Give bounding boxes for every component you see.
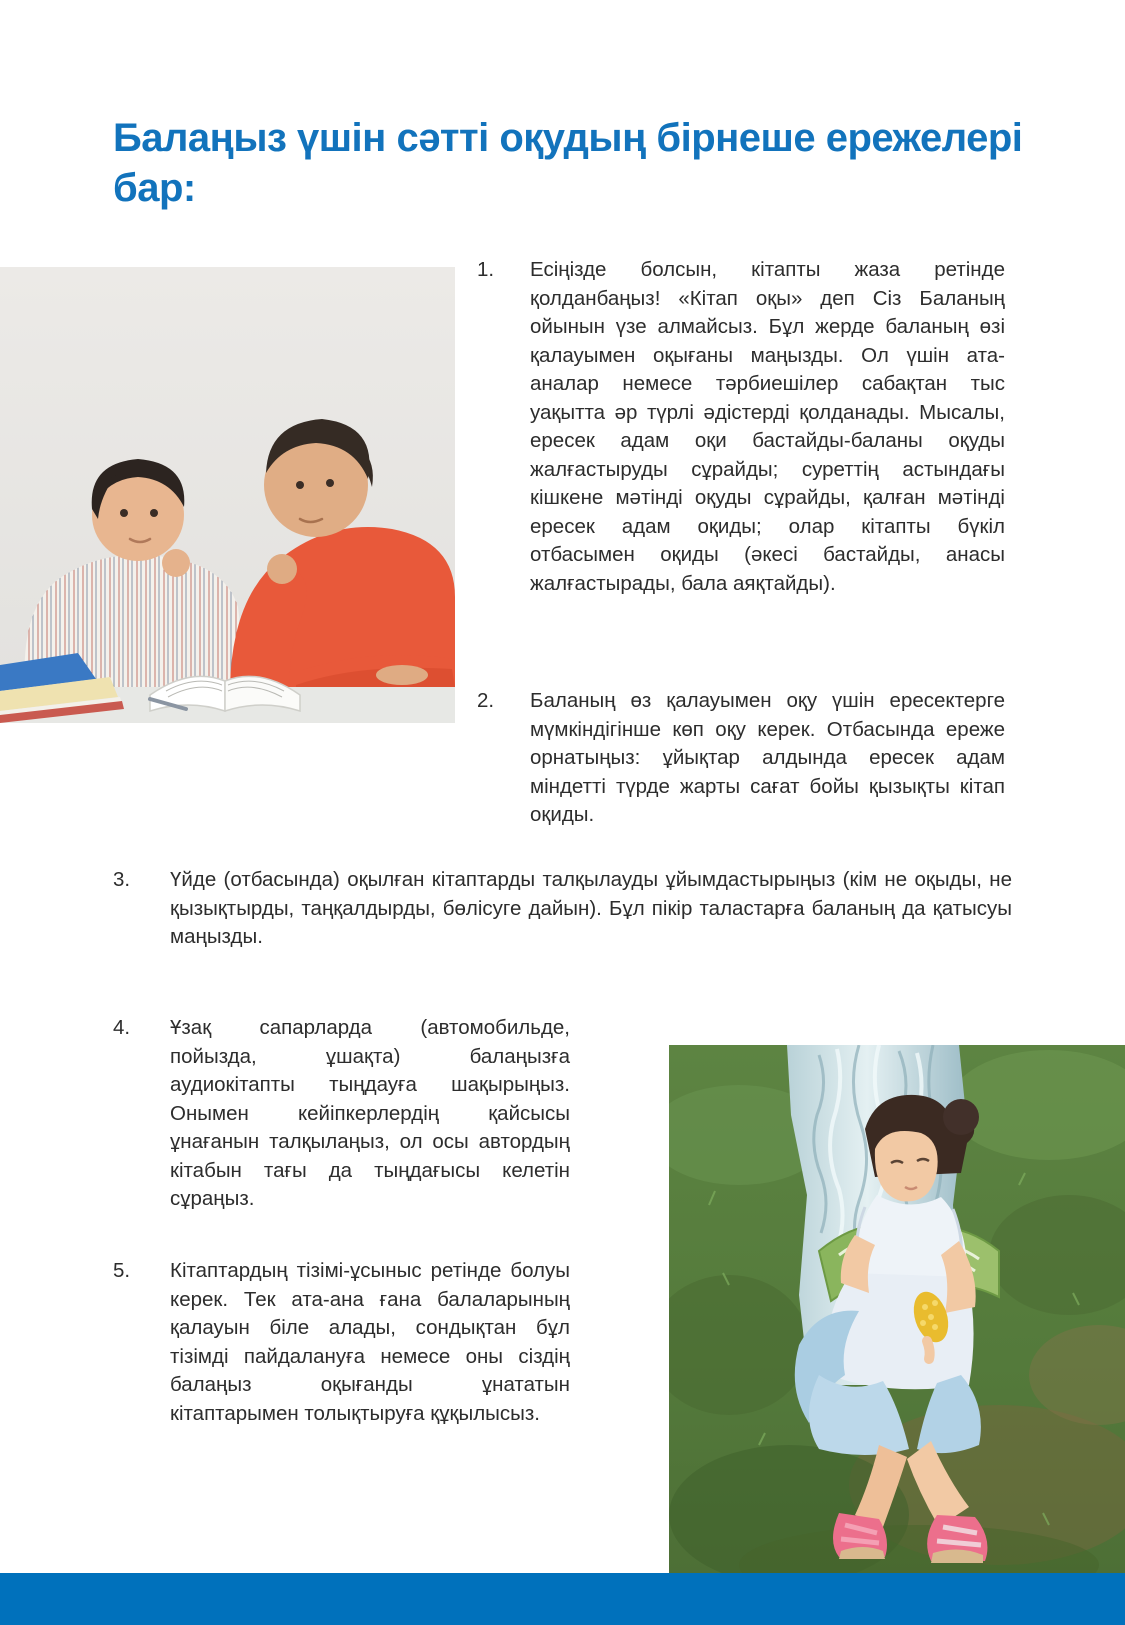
list-item-text: Үйде (отбасында) оқылған кітаптарды талқылауды ұйымдастырыңыз (кім не оқыды, не қызықтырды, таңқалдырды, бөлісуге дайын). Бұл пікір таластарға баланың да қатысуы маңызды. <box>170 868 1012 948</box>
list-item-number: 5. <box>113 1259 131 1282</box>
list-item <box>477 687 1005 830</box>
list-item <box>477 256 1005 598</box>
footer-accent-bar <box>0 1573 1125 1625</box>
father-son-photo-illustration <box>0 267 455 723</box>
list-item-number: 4. <box>113 1016 131 1039</box>
list-item <box>113 1257 570 1428</box>
list-item-number: 3. <box>113 868 131 891</box>
list-item-number: 2. <box>477 689 495 712</box>
list-item-text: Ұзақ сапарларда (автомобильде, пойызда, ұшақта) балаңызға аудиокітапты тыңдауға шақырыңыз. Онымен кейіпкерлердің қайсысы ұнағанын талқылаңыз, ол осы автордың кітабын тағы да тыңдағысы келетін сұраңыз. <box>170 1016 570 1210</box>
list-item-text: Баланың өз қалауымен оқу үшін ересектерге мүмкіндігінше көп оқу керек. Отбасында ереже орнатыңыз: ұйықтар алдында ересек адам міндетті түрде жарты сағат бойы қызықты кітап оқиды. <box>530 689 1005 826</box>
list-item <box>113 1014 570 1214</box>
list-item-text: Есіңізде болсын, кітапты жаза ретінде қолданбаңыз! «Кітап оқы» деп Сіз Баланың ойынын үзе алмайсыз. Бұл жерде баланың өзі қалауымен оқығаны маңызды. Ол үшін ата-аналар немесе тәрбиешілер сабақтан тыс уақытта әр түрлі әдістерді қолданады. Мысалы, ересек адам оқи бастайды-баланы оқуды жалғастыруды сұрайды; суреттің астындағы кішкене мәтінді оқуды сұрайды, қалған мәтінді ересек адам оқиды; олар кітапты бүкіл отбасымен оқиды (әкесі бастайды, анасы жалғастырады, бала аяқтайды). <box>530 258 1005 595</box>
list-item-text: Кітаптардың тізімі-ұсыныс ретінде болуы керек. Тек ата-ана ғана балаларының қалауын біле алады, сондықтан бұл тізімді пайдалануға немесе оны сіздің балаңыз оқығанды ұнататын кітаптарымен толықтыруға құқылысыз. <box>170 1259 570 1425</box>
page-title: Балаңыз үшін сәтті оқудың бірнеше ережелері бар: <box>113 115 1023 210</box>
list-item <box>113 866 1012 952</box>
girl-reading-under-tree-photo <box>669 1045 1125 1573</box>
girl-photo-illustration <box>669 1045 1125 1573</box>
list-item-number: 1. <box>477 258 495 281</box>
father-son-reading-photo <box>0 267 455 723</box>
